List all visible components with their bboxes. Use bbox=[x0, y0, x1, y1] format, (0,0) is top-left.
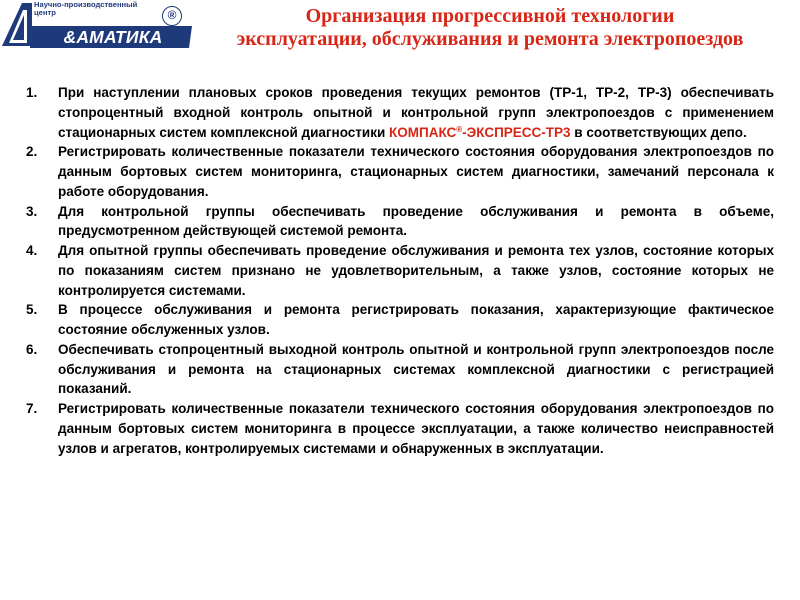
list-item-text: Регистрировать количественные показатели технического состояния оборудования электропоездов по данным бортовых систем мониторинга в процессе эксплуатации, а также количество неисправностей узлов и агрегатов, контролируемых системами и обнаруженных в эксплуатации. bbox=[58, 401, 774, 456]
registered-mark: ® bbox=[162, 6, 182, 26]
slide-title bbox=[186, 5, 794, 51]
list-item-number: 7. bbox=[26, 401, 38, 416]
logo-top-text: Научно-производственный центр bbox=[34, 0, 138, 18]
list-item-number: 3. bbox=[26, 203, 38, 219]
list-item-text-end: в соответствующих депо. bbox=[570, 124, 747, 140]
product-name-main: КОМПАКС bbox=[389, 124, 457, 140]
list-item-text: В процессе обслуживания и ремонта регистрировать показания, характеризующие фактическое состояние обслуженных узлов. bbox=[58, 302, 774, 337]
list-item-text bbox=[58, 83, 774, 142]
list-item bbox=[26, 142, 774, 201]
slide-title-line-2: эксплуатации, обслуживания и ремонта электропоездов bbox=[236, 28, 744, 50]
list-item bbox=[26, 340, 774, 399]
product-registered-mark: ® bbox=[456, 124, 463, 134]
list-item-number: 4. bbox=[26, 243, 38, 258]
list-item-number: 6. bbox=[26, 341, 38, 357]
list-item-number: 5. bbox=[26, 302, 38, 318]
list-item-text: Обеспечивать стопроцентный выходной контроль опытной и контрольной групп электропоездов после обслуживания и ремонта на стационарных системах комплексной диагностики с регистрацией показаний. bbox=[58, 341, 774, 397]
list-item-text: Для опытной группы обеспечивать проведение обслуживания и ремонта тех узлов, состояние которых по показаниям систем признано не удовлетворительным, а также узлов, состояние которых не контролируется системами. bbox=[58, 243, 774, 298]
company-logo bbox=[0, 0, 192, 50]
list-item-text: Для контрольной группы обеспечивать проведение обслуживания и ремонта в объеме, предусмотренном действующей системой ремонта. bbox=[58, 203, 774, 239]
list-item bbox=[26, 241, 774, 300]
list-item-text-start: При наступлении плановых сроков проведения текущих ремонтов (ТР-1, ТР-2, ТР-3) обеспечивать стопроцентный входной контроль опытной и контрольной групп электропоездов с применением стационарных систем комплексной диагностики bbox=[58, 85, 774, 140]
product-name-tail: -ЭКСПРЕСС-ТР3 bbox=[462, 124, 571, 140]
product-name-highlight bbox=[389, 125, 571, 140]
numbered-list bbox=[26, 83, 774, 458]
list-item bbox=[26, 300, 774, 340]
slide-title-line-1: Организация прогрессивной технологии bbox=[305, 5, 675, 27]
list-item bbox=[26, 399, 774, 458]
list-item-text: Регистрировать количественные показатели технического состояния оборудования электропоездов по данным бортовых систем мониторинга, стационарных систем диагностики, замечаний персонала к работе оборудования. bbox=[58, 144, 774, 199]
list-item-number: 1. bbox=[26, 85, 38, 100]
list-item bbox=[26, 202, 774, 242]
list-item bbox=[26, 83, 774, 142]
list-item-number: 2. bbox=[26, 144, 38, 160]
logo-name: &АМАТИКА bbox=[63, 27, 163, 47]
